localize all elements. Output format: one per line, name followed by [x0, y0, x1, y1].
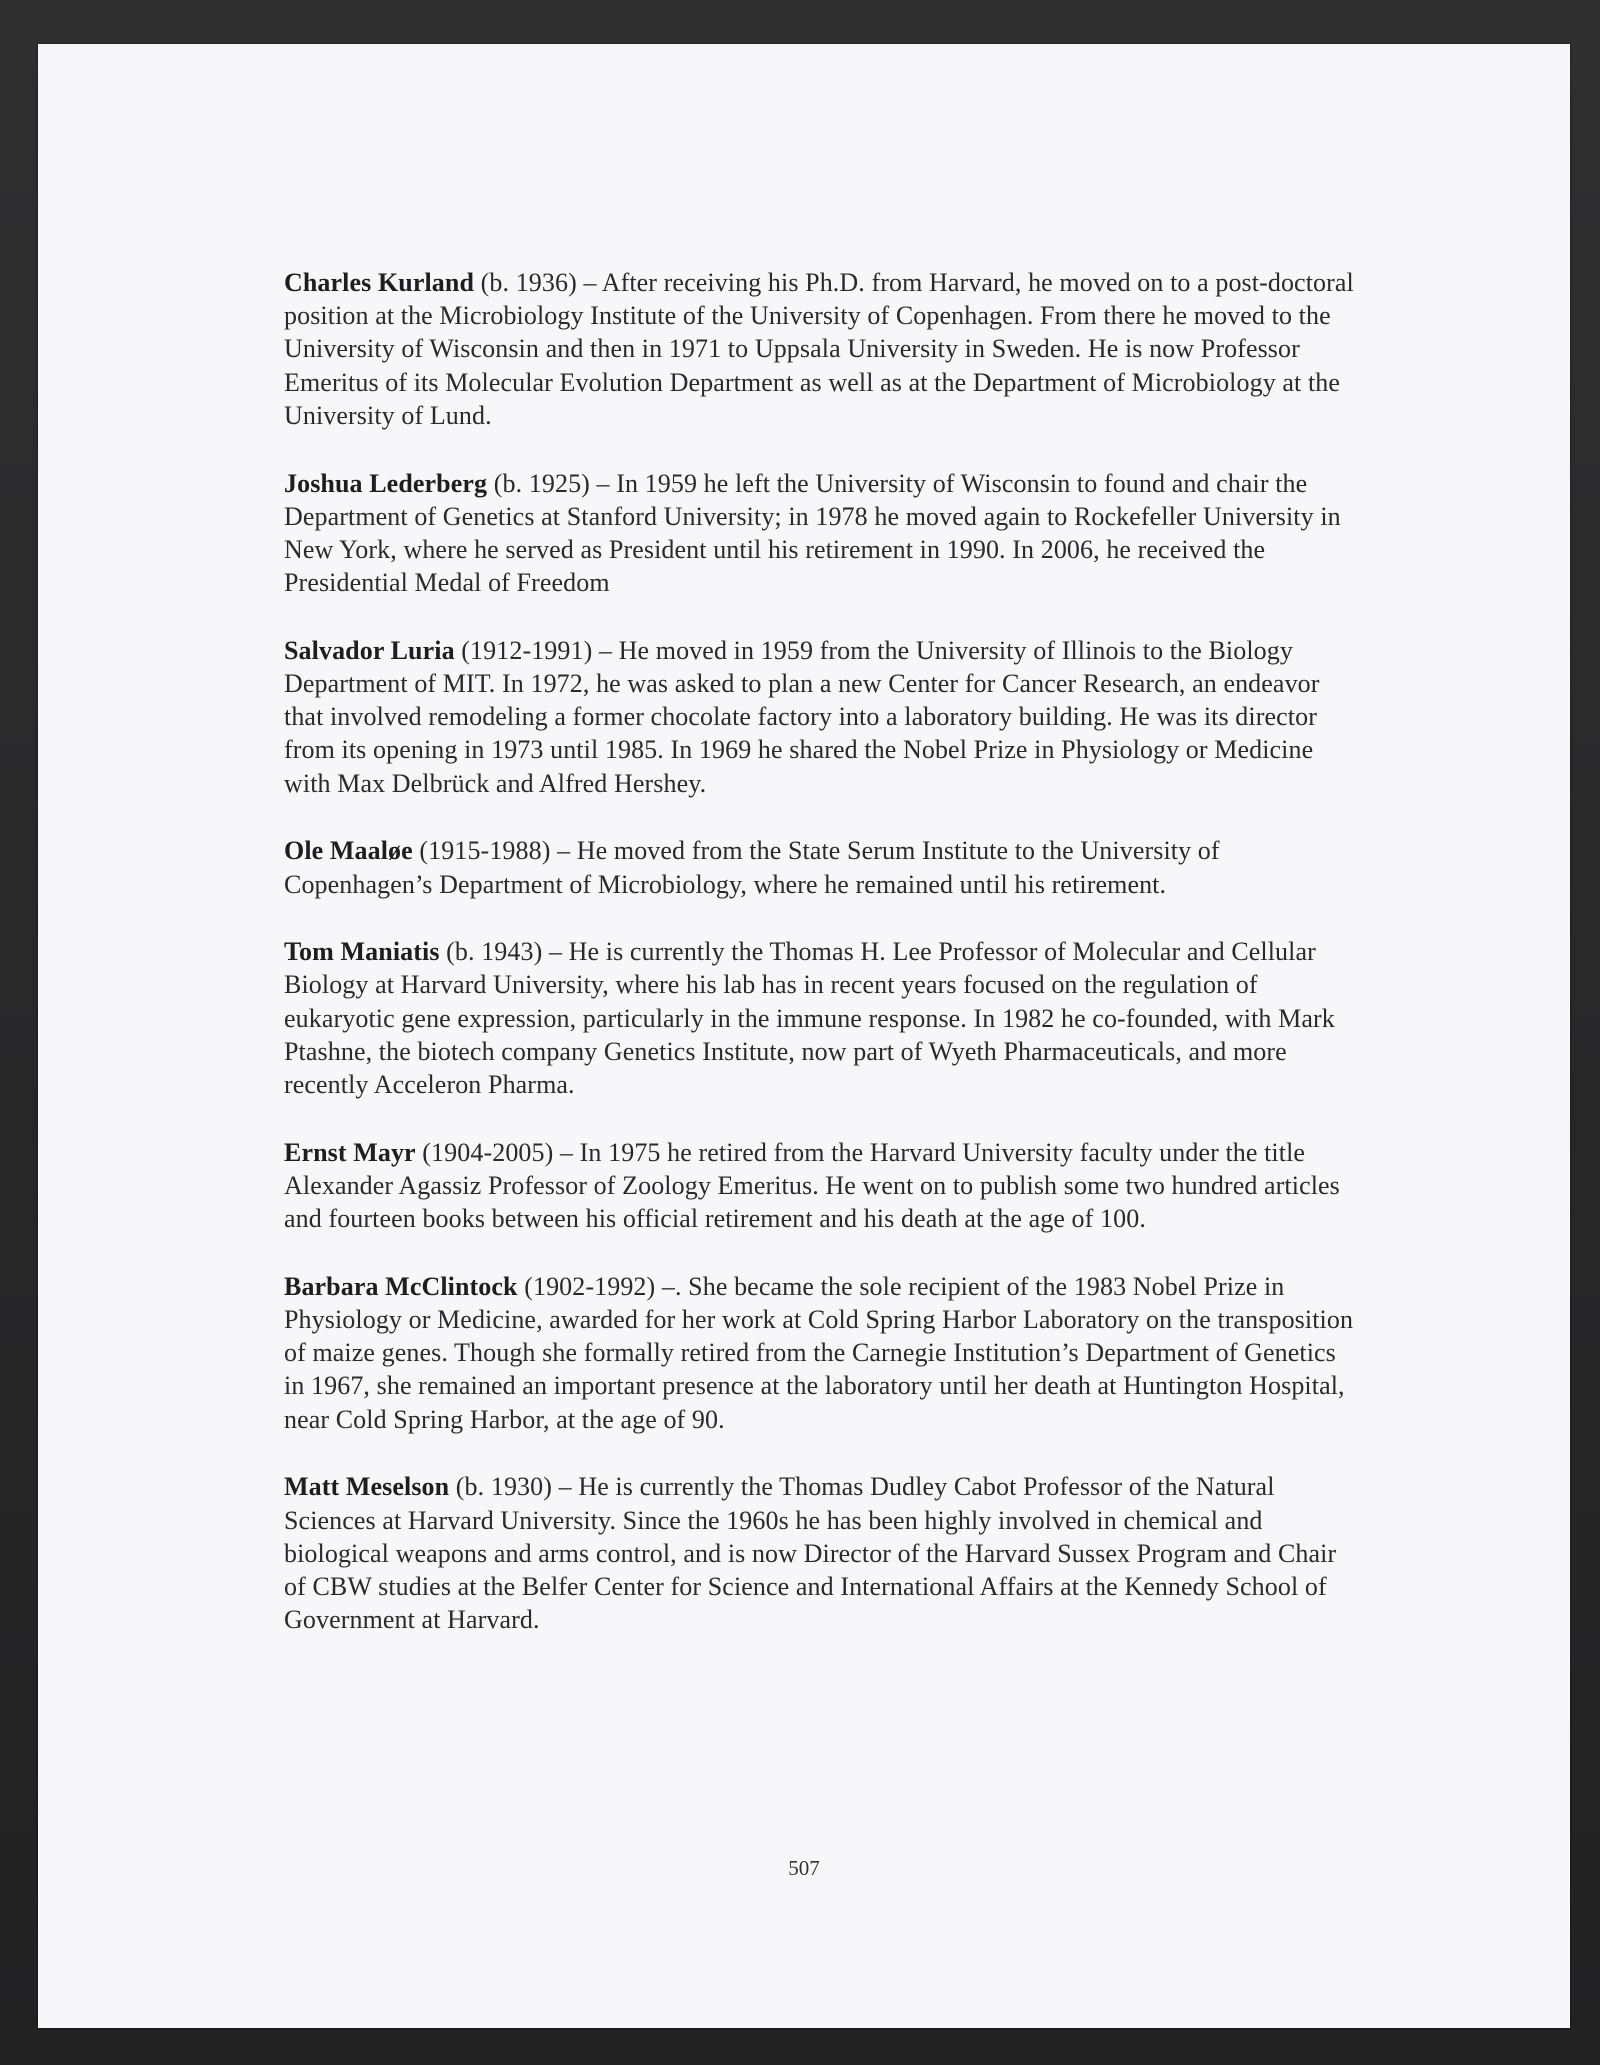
biography-text: (1902-1992) –. She became the sole recipient of the 1983 Nobel Prize in Physiology or Medicine, awarded for her work at Cold Spring Harbor Laboratory on the transposition of maize genes. Though she formally retired from the Carnegie Institution’s Department of Genetics in 1967, she remained an important presence at the laboratory until her death at Huntington Hospital, near Cold Spring Harbor, at the age of 90.	[284, 1271, 1354, 1434]
person-name: Matt Meselson	[284, 1472, 450, 1502]
biography-entry-mayr	[284, 1136, 1354, 1236]
biography-entry-maniatis	[284, 935, 1354, 1101]
biography-list	[284, 266, 1354, 1671]
biography-text: (1912-1991) – He moved in 1959 from the University of Illinois to the Biology Department of MIT. In 1972, he was asked to plan a new Center for Cancer Research, an endeavor that involved remodeling a former chocolate factory into a laboratory building. He was its director from its opening in 1973 until 1985. In 1969 he shared the Nobel Prize in Physiology or Medicine with Max Delbrück and Alfred Hershey.	[284, 635, 1320, 798]
biography-entry-kurland	[284, 266, 1354, 432]
biography-entry-meselson	[284, 1470, 1354, 1636]
biography-entry-luria	[284, 634, 1354, 800]
biography-entry-maaloe	[284, 834, 1354, 900]
biography-text: (b. 1930) – He is currently the Thomas Dudley Cabot Professor of the Natural Sciences at Harvard University. Since the 1960s he has been highly involved in chemical and biological weapons and arms control, and is now Director of the Harvard Sussex Program and Chair of CBW studies at the Belfer Center for Science and International Affairs at the Kennedy School of Government at Harvard.	[284, 1472, 1337, 1635]
person-name: Ole Maaløe	[284, 836, 413, 866]
page-number: 507	[788, 1856, 820, 1880]
biography-text: (1915-1988) – He moved from the State Serum Institute to the University of Copenhagen’s Department of Microbiology, where he remained until his retirement.	[284, 836, 1220, 899]
biography-entry-lederberg	[284, 467, 1354, 600]
biography-text: (b. 1943) – He is currently the Thomas H. Lee Professor of Molecular and Cellular Biology at Harvard University, where his lab has in recent years focused on the regulation of eukaryotic gene expression, particularly in the immune response. In 1982 he co-founded, with Mark Ptashne, the biotech company Genetics Institute, now part of Wyeth Pharmaceuticals, and more recently Acceleron Pharma.	[284, 937, 1335, 1100]
person-name: Joshua Lederberg	[284, 468, 488, 498]
biography-text: (1904-2005) – In 1975 he retired from the Harvard University faculty under the title Alexander Agassiz Professor of Zoology Emeritus. He went on to publish some two hundred articles and fourteen books between his official retirement and his death at the age of 100.	[284, 1137, 1340, 1234]
person-name: Barbara McClintock	[284, 1271, 518, 1301]
biography-entry-mcclintock	[284, 1270, 1354, 1436]
person-name: Ernst Mayr	[284, 1137, 416, 1167]
biography-text: (b. 1925) – In 1959 he left the University of Wisconsin to found and chair the Department of Genetics at Stanford University; in 1978 he moved again to Rockefeller University in New York, where he served as President until his retirement in 1990. In 2006, he received the Presidential Medal of Freedom	[284, 468, 1341, 598]
person-name: Charles Kurland	[284, 268, 475, 297]
document-page	[38, 44, 1570, 2028]
person-name: Tom Maniatis	[284, 937, 440, 967]
person-name: Salvador Luria	[284, 635, 455, 665]
biography-text: (b. 1936) – After receiving his Ph.D. from Harvard, he moved on to a post-doctoral position at the Microbiology Institute of the University of Copenhagen. From there he moved to the University of Wisconsin and then in 1971 to Uppsala University in Sweden. He is now Professor Emeritus of its Molecular Evolution Department as well as at the Department of Microbiology at the University of Lund.	[284, 268, 1354, 430]
